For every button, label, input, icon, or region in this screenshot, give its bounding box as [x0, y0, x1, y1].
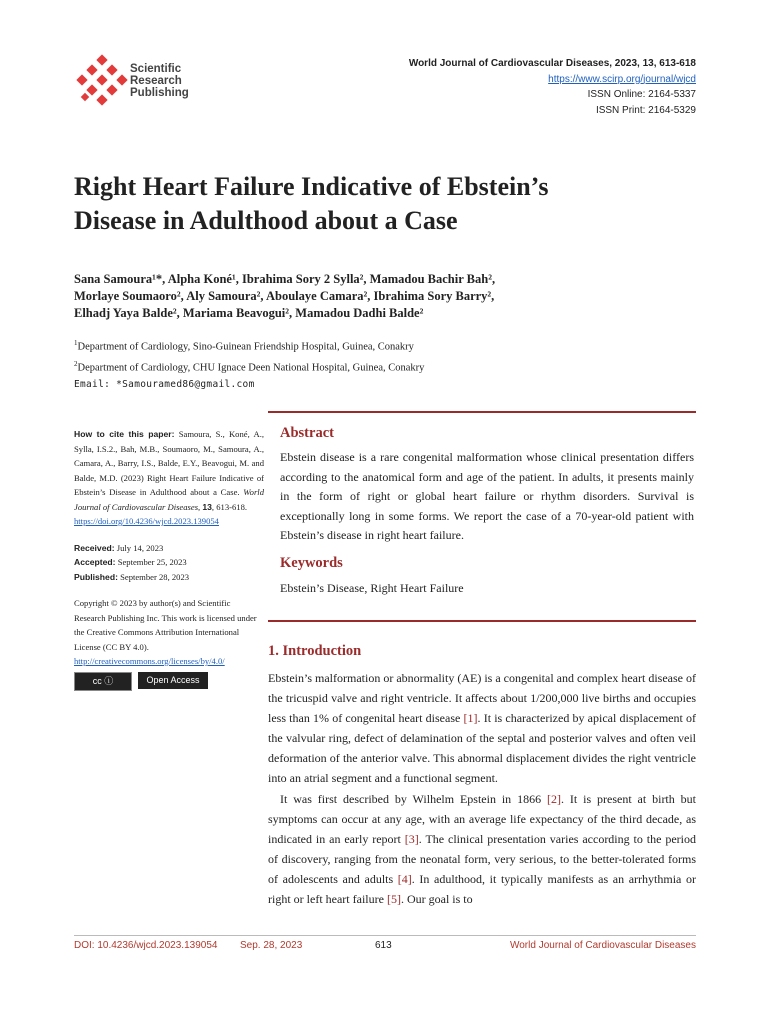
copyright-notice: Copyright © 2023 by author(s) and Scientific Research Publishing Inc. This work is licensed under the Creative Commons Attribution International License (CC BY 4.0). — [74, 598, 257, 652]
abstract-text: Ebstein disease is a rare congenital malformation whose clinical presentation differs according to the anatomical form and age of the patient. In adults, it presents mainly in the form of right or global heart failure or rhythm disorders. Survival is exceptionally long in some forms. We report the case of a 70-year-old patient with Ebstein’s disease in right heart failure. — [280, 450, 694, 542]
affiliation-2: $^2$Department of Cardiology, CHU Ignace Deen National Hospital, Guinea, Conakry — [74, 359, 425, 373]
publisher-logo — [76, 54, 136, 110]
keywords-heading: Keywords — [280, 555, 343, 571]
published-date: Published: September 28, 2023 — [74, 571, 190, 582]
footer-journal: World Journal of Cardiovascular Diseases — [509, 940, 696, 951]
section-divider — [268, 620, 696, 622]
issn-online: ISSN Online: 2164-5337 — [587, 89, 696, 100]
author-list: Sana Samoura¹*, Alpha Koné¹, Ibrahima Sory 2 Sylla², Mamadou Bachir Bah², Morlaye Soumaoro², Aly Samoura², Aboulaye Camara², Ibrahima Sory Barry², Elhadj Yaya Balde², Mariama Beavogui², Mamadou Dadhi Balde² — [74, 272, 496, 320]
reference-link[interactable]: [4] — [397, 871, 412, 886]
reference-link[interactable]: [3] — [404, 831, 419, 846]
license-link[interactable]: http://creativecommons.org/licenses/by/4.0/ — [74, 656, 225, 666]
intro-paragraph-1: Ebstein’s malformation or abnormality (AE) is a congenital and complex heart disease of the tricuspid valve and right ventricle. It affects about 1/200,000 live births and occupies less than 1% of congenital heart disease [1]. It is characterized by apical displacement of the valvular ring, defect of delamination of the septal and posterior valves and often veil deformation of the anterior valve. This abnormal displacement divides the right ventricle into an atrial segment and a functional segment. — [268, 671, 696, 786]
issn-print: ISSN Print: 2164-5329 — [595, 104, 696, 116]
affiliations — [74, 335, 694, 393]
accepted-date: Accepted: September 25, 2023 — [74, 557, 187, 567]
intro-paragraph-2: It was first described by Wilhelm Epstein in 1866 [2]. It is present at birth but symptoms can occur at any age, with an average life expectancy of the third decade, as indicated in an early report [3]. The clinical presentation varies according to the period of discovery, ranging from the neonatal form, very serious, to the better-tolerated forms of adolescents and adults [4]. In adulthood, it typically manifests as an arrhythmia or right or left heart failure [5]. Our goal is to — [268, 791, 696, 907]
section-divider — [268, 411, 696, 413]
journal-url-link[interactable]: https://www.scirp.org/journal/wjcd — [548, 73, 696, 85]
footer-doi: DOI: 10.4236/wjcd.2023.139054 — [74, 940, 218, 951]
reference-link[interactable]: [1] — [463, 711, 478, 726]
footer-date: Sep. 28, 2023 — [240, 940, 303, 951]
paper-title: Right Heart Failure Indicative of Ebstein’s Disease in Adulthood about a Case — [74, 172, 549, 235]
cc-by-badge-icon[interactable]: cc ⓘ — [74, 672, 132, 691]
open-access-badge: Open Access — [138, 672, 208, 689]
publisher-name: Scientific Research Publishing — [130, 63, 189, 99]
abstract-heading: Abstract — [280, 425, 334, 441]
introduction-heading: 1. Introduction — [268, 643, 362, 659]
how-to-cite: How to cite this paper: Samoura, S., Koné, A., Sylla, I.S.2., Bah, M.B., Soumaoro, M., Samoura, A., Camara, A., Barry, I.S., Balde, E.Y., Beavogui, M. and Balde, M.D. (2023) Right Heart Failure Indicative of Ebstein’s Disease in Adulthood about a Case. World Journal of Cardiovascular Diseases, 13, 613-618. — [74, 429, 264, 512]
keywords-text: Ebstein’s Disease, Right Heart Failure — [280, 581, 464, 595]
received-date: Received: July 14, 2023 — [74, 542, 164, 553]
contact-email: Email: *Samouramed86@gmail.com — [74, 379, 255, 390]
doi-link[interactable]: https://doi.org/10.4236/wjcd.2023.139054 — [74, 516, 219, 526]
article-info-sidebar — [74, 427, 264, 691]
reference-link[interactable]: [2] — [546, 791, 561, 806]
journal-header — [409, 56, 696, 118]
journal-citation: World Journal of Cardiovascular Diseases, 2023, 13, 613-618 — [408, 58, 696, 69]
reference-link[interactable]: [5] — [386, 892, 401, 907]
introduction-body — [268, 668, 696, 909]
page-number: 613 — [375, 940, 392, 951]
affiliation-1: $^1$Department of Cardiology, Sino-Guinean Friendship Hospital, Guinea, Conakry — [74, 339, 414, 353]
footer-divider — [74, 935, 696, 936]
